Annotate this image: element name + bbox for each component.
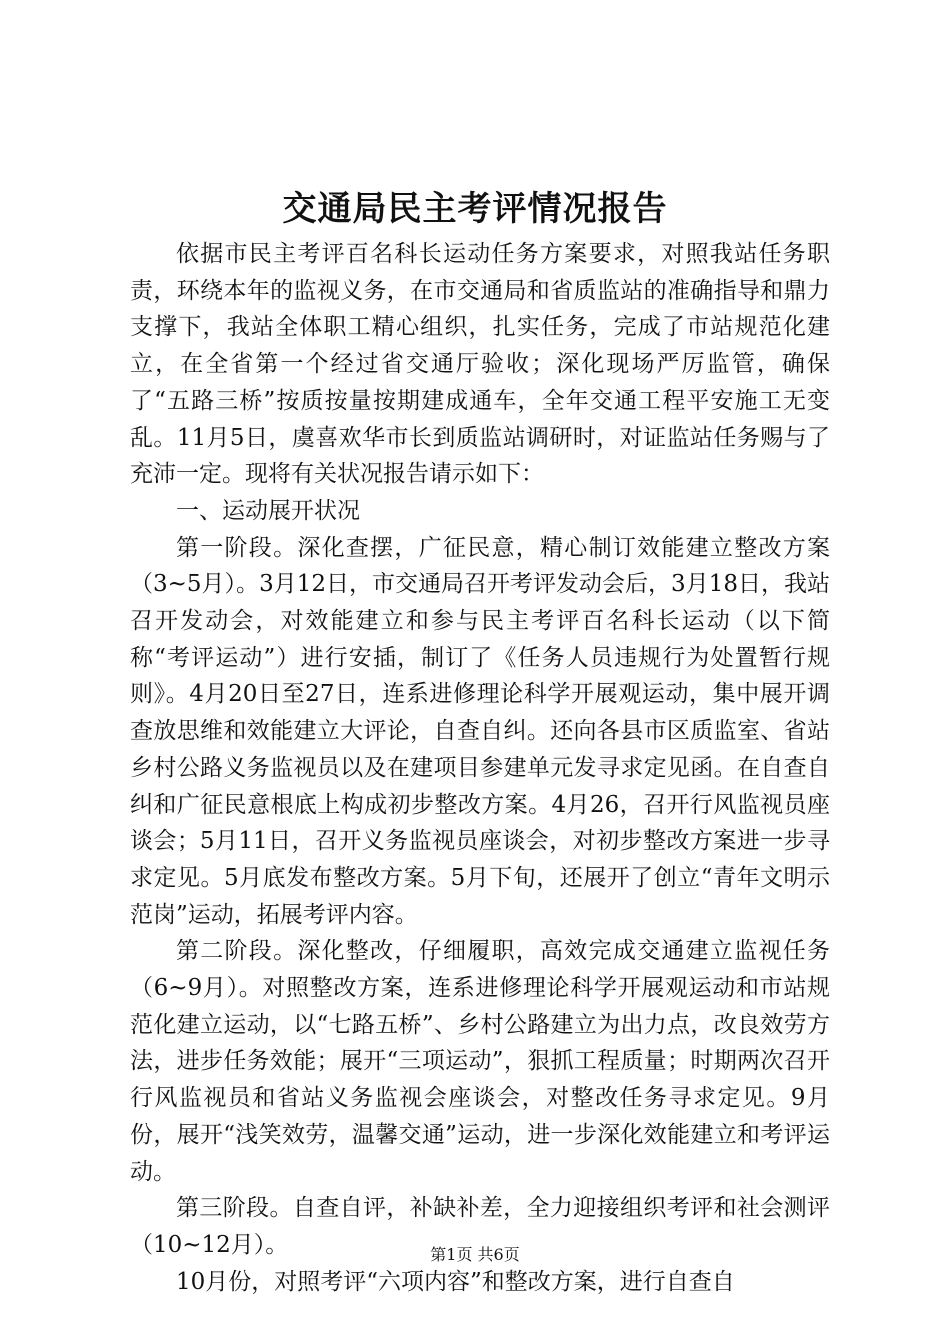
paragraph-stage-one: 第一阶段。深化查摆，广征民意，精心制订效能建立整改方案（3~5月）。3月12日，市交通局召开考评发动会后，3月18日，我站召开发动会，对效能建立和参与民主考评百名科长运动（以下简称“考评运动”）进行安插，制订了《任务人员违规行为处置暂行规则》。4月20日至27日，连系进修理论科学开展观运动，集中展开调查放思维和效能建立大评论，自查自纠。还向各县市区质监室、省站乡村公路义务监视员以及在建项目参建单元发寻求定见函。在自查自纠和广征民意根底上构成初步整改方案。4月26，召开行风监视员座谈会；5月11日，召开义务监视员座谈会，对初步整改方案进一步寻求定见。5月底发布整改方案。5月下旬，还展开了创立“青年文明示范岗”运动，拓展考评内容。 [130,534,830,928]
document-title: 交通局民主考评情况报告 [282,189,668,229]
paragraph-intro: 依据市民主考评百名科长运动任务方案要求，对照我站任务职责，环绕本年的监视义务，在市交通局和省质监站的准确指导和鼎力支撑下，我站全体职工精心组织，扎实任务，完成了市站规范化建立，在全省第一个经过省交通厅验收；深化现场严厉监管，确保了“五路三桥”按质按量按期建成通车，全年交通工程平安施工无变乱。11月5日，虞喜欢华市长到质监站调研时，对证监站任务赐与了充沛一定。现将有关状况报告请示如下： [130,241,830,488]
paragraph-stage-two: 第二阶段。深化整改，仔细履职，高效完成交通建立监视任务（6~9月）。对照整改方案，连系进修理论科学开展观运动和市站规范化建立运动，以“七路五桥”、乡村公路建立为出力点，改良效劳方法，进步任务效能；展开“三项运动”，狠抓工程质量；时期两次召开行风监视员和省站义务监视会座谈会，对整改任务寻求定见。9月份，展开“浅笑效劳，温馨交通”运动，进一步深化效能建立和考评运动。 [130,938,830,1185]
document-body [130,236,830,1300]
page-number-footer: 第1页 共6页 [430,1245,520,1264]
paragraph-stage-three: 第三阶段。自查自评，补缺补差，全力迎接组织考评和社会测评（10~12月）。 [130,1195,830,1258]
paragraph-october: 10月份，对照考评“六项内容”和整改方案，进行自查自 [176,1268,735,1295]
section-heading: 一、运动展开状况 [176,497,360,524]
